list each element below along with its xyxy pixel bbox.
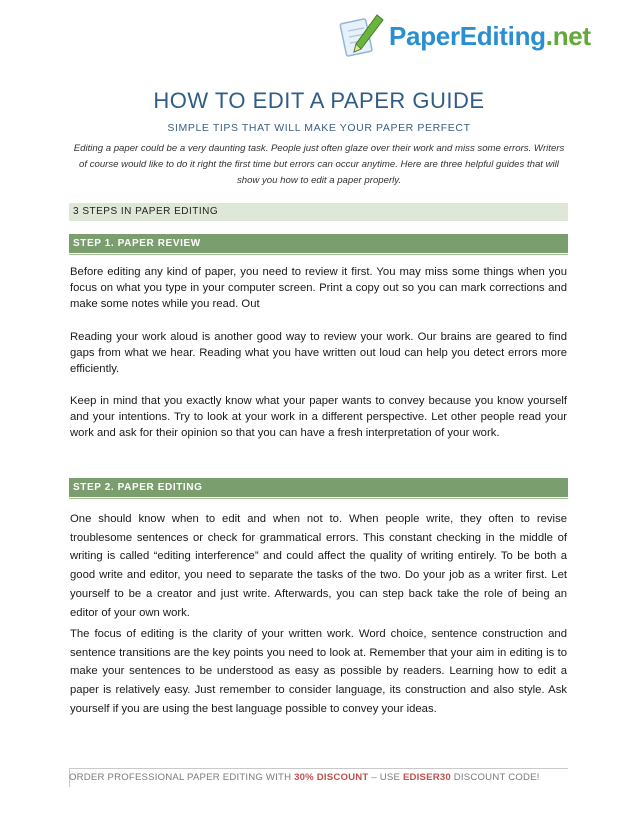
footer-prefix: ORDER PROFESSIONAL PAPER EDITING WITH bbox=[69, 772, 295, 783]
step2-paragraph-2: The focus of editing is the clarity of your written work. Word choice, sentence construction and sentence transitions are the key points you need to look at. Remember that your aim in editing is to make your sentences to be understood as easy as possible by readers. Learning how to edit a paper is relatively easy. Just remember to consider language, its construction and also style. Ask yourself if you are using the best language possible to convey your ideas. bbox=[70, 628, 567, 715]
footer-promo[interactable] bbox=[69, 772, 568, 783]
logo-tld-text: .net bbox=[545, 20, 591, 51]
footer-suffix: DISCOUNT CODE! bbox=[450, 772, 540, 783]
step1-paragraph-3: Keep in mind that you exactly know what your paper wants to convey because you know yourself and your intentions. Try to look at your work in a different perspective. Let other people read your work and ask for their opinion so that you can have a fresh interpretation of your work. bbox=[70, 395, 567, 439]
step1-paragraph-2: Reading your work aloud is another good way to review your work. Our brains are geared to find gaps from what we hear. Reading what you have written out loud can help you detect errors more efficiently. bbox=[70, 331, 567, 375]
steps-heading-bar: 3 STEPS IN PAPER EDITING bbox=[69, 203, 568, 221]
step1-heading-underline bbox=[69, 254, 568, 255]
pencil-document-icon bbox=[337, 11, 387, 61]
logo-main-text: PaperEditing bbox=[389, 20, 546, 51]
step1-paragraph-1: Before editing any kind of paper, you need to review it first. You may miss some things when you focus on what you type in your computer screen. Print a copy out so you can mark corrections and make some notes while you read. Out bbox=[70, 266, 567, 310]
step2-heading: STEP 2. PAPER EDITING bbox=[69, 478, 568, 497]
footer-discount: 30% DISCOUNT bbox=[294, 772, 369, 783]
step1-heading: STEP 1. PAPER REVIEW bbox=[69, 234, 568, 253]
site-logo[interactable] bbox=[337, 10, 591, 62]
logo-wordmark bbox=[389, 21, 591, 52]
footer-divider bbox=[69, 768, 568, 769]
page-title: HOW TO EDIT A PAPER GUIDE bbox=[153, 88, 485, 113]
page-subtitle: SIMPLE TIPS THAT WILL MAKE YOUR PAPER PERFECT bbox=[167, 122, 471, 134]
footer-middle: – USE bbox=[368, 772, 403, 783]
intro-paragraph: Editing a paper could be a very daunting task. People just often glaze over their work and miss some errors. Writers of course would like to do it right the first time but errors can occur anytime. Here are three helpful guides that will show you how to edit a paper properly. bbox=[73, 143, 565, 186]
step2-heading-underline bbox=[69, 498, 568, 499]
step2-paragraph-1: One should know when to edit and when not to. When people write, they often to revise troublesome sentences or check for grammatical errors. This constant checking in the middle of writing is called “editing interference” and could affect the quality of writing entirely. To be both a good write and editor, you need to separate the tasks of the two. Do your job as a writer first. Let yourself to be a creator and just write. Afterwards, you can step back take the role of being an editor of your own work. bbox=[70, 513, 567, 619]
footer-code: EDISER30 bbox=[402, 772, 451, 783]
